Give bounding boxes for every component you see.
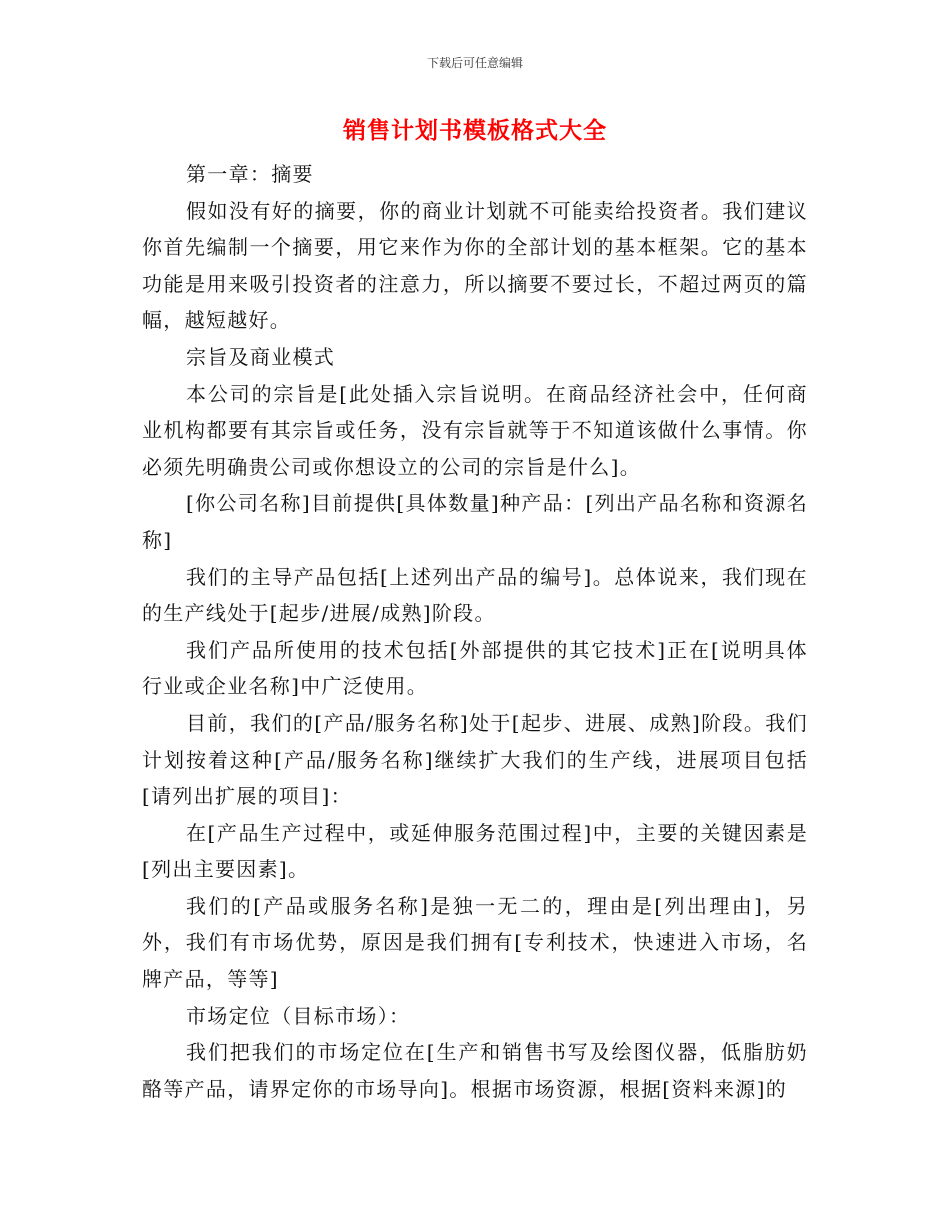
paragraph: 我们产品所使用的技术包括[外部提供的其它技术]正在[说明具体行业或企业名称]中广泛使用。 xyxy=(142,637,808,699)
paragraph: 在[产品生产过程中，或延伸服务范围过程]中，主要的关键因素是[列出主要因素]。 xyxy=(142,820,808,882)
document-title: 销售计划书模板格式大全 xyxy=(343,117,607,144)
paragraph: 我们的[产品或服务名称]是独一无二的，理由是[列出理由]，另外，我们有市场优势，原因是我们拥有[专利技术，快速进入市场，名牌产品，等等] xyxy=(142,893,808,992)
paragraph: 假如没有好的摘要，你的商业计划就不可能卖给投资者。我们建议你首先编制一个摘要，用它来作为你的全部计划的基本框架。它的基本功能是用来吸引投资者的注意力，所以摘要不要过长，不超过两页的篇幅，越短越好。 xyxy=(142,198,808,333)
header-note: 下载后可任意编辑 xyxy=(426,56,523,70)
paragraph: 我们的主导产品包括[上述列出产品的编号]。总体说来，我们现在的生产线处于[起步/进展/成熟]阶段。 xyxy=(142,564,808,626)
paragraph: [你公司名称]目前提供[具体数量]种产品：[列出产品名称和资源名称] xyxy=(142,491,808,552)
paragraph: 我们把我们的市场定位在[生产和销售书写及绘图仪器，低脂肪奶酪等产品，请界定你的市场导向]。根据市场资源，根据[资料来源]的 xyxy=(142,1040,808,1101)
chapter-heading: 第一章：摘要 xyxy=(186,162,314,186)
section-heading: 市场定位（目标市场）： xyxy=(186,1003,411,1028)
paragraph: 目前，我们的[产品/服务名称]处于[起步、进展、成熟]阶段。我们计划按着这种[产品/服务名称]继续扩大我们的生产线，进展项目包括[请列出扩展的项目]： xyxy=(142,710,808,809)
document-body xyxy=(142,156,808,1107)
paragraph: 本公司的宗旨是[此处插入宗旨说明。在商品经济社会中，任何商业机构都要有其宗旨或任务，没有宗旨就等于不知道该做什么事情。你必须先明确贵公司或你想设立的公司的宗旨是什么]。 xyxy=(142,381,808,479)
section-heading: 宗旨及商业模式 xyxy=(186,344,336,369)
